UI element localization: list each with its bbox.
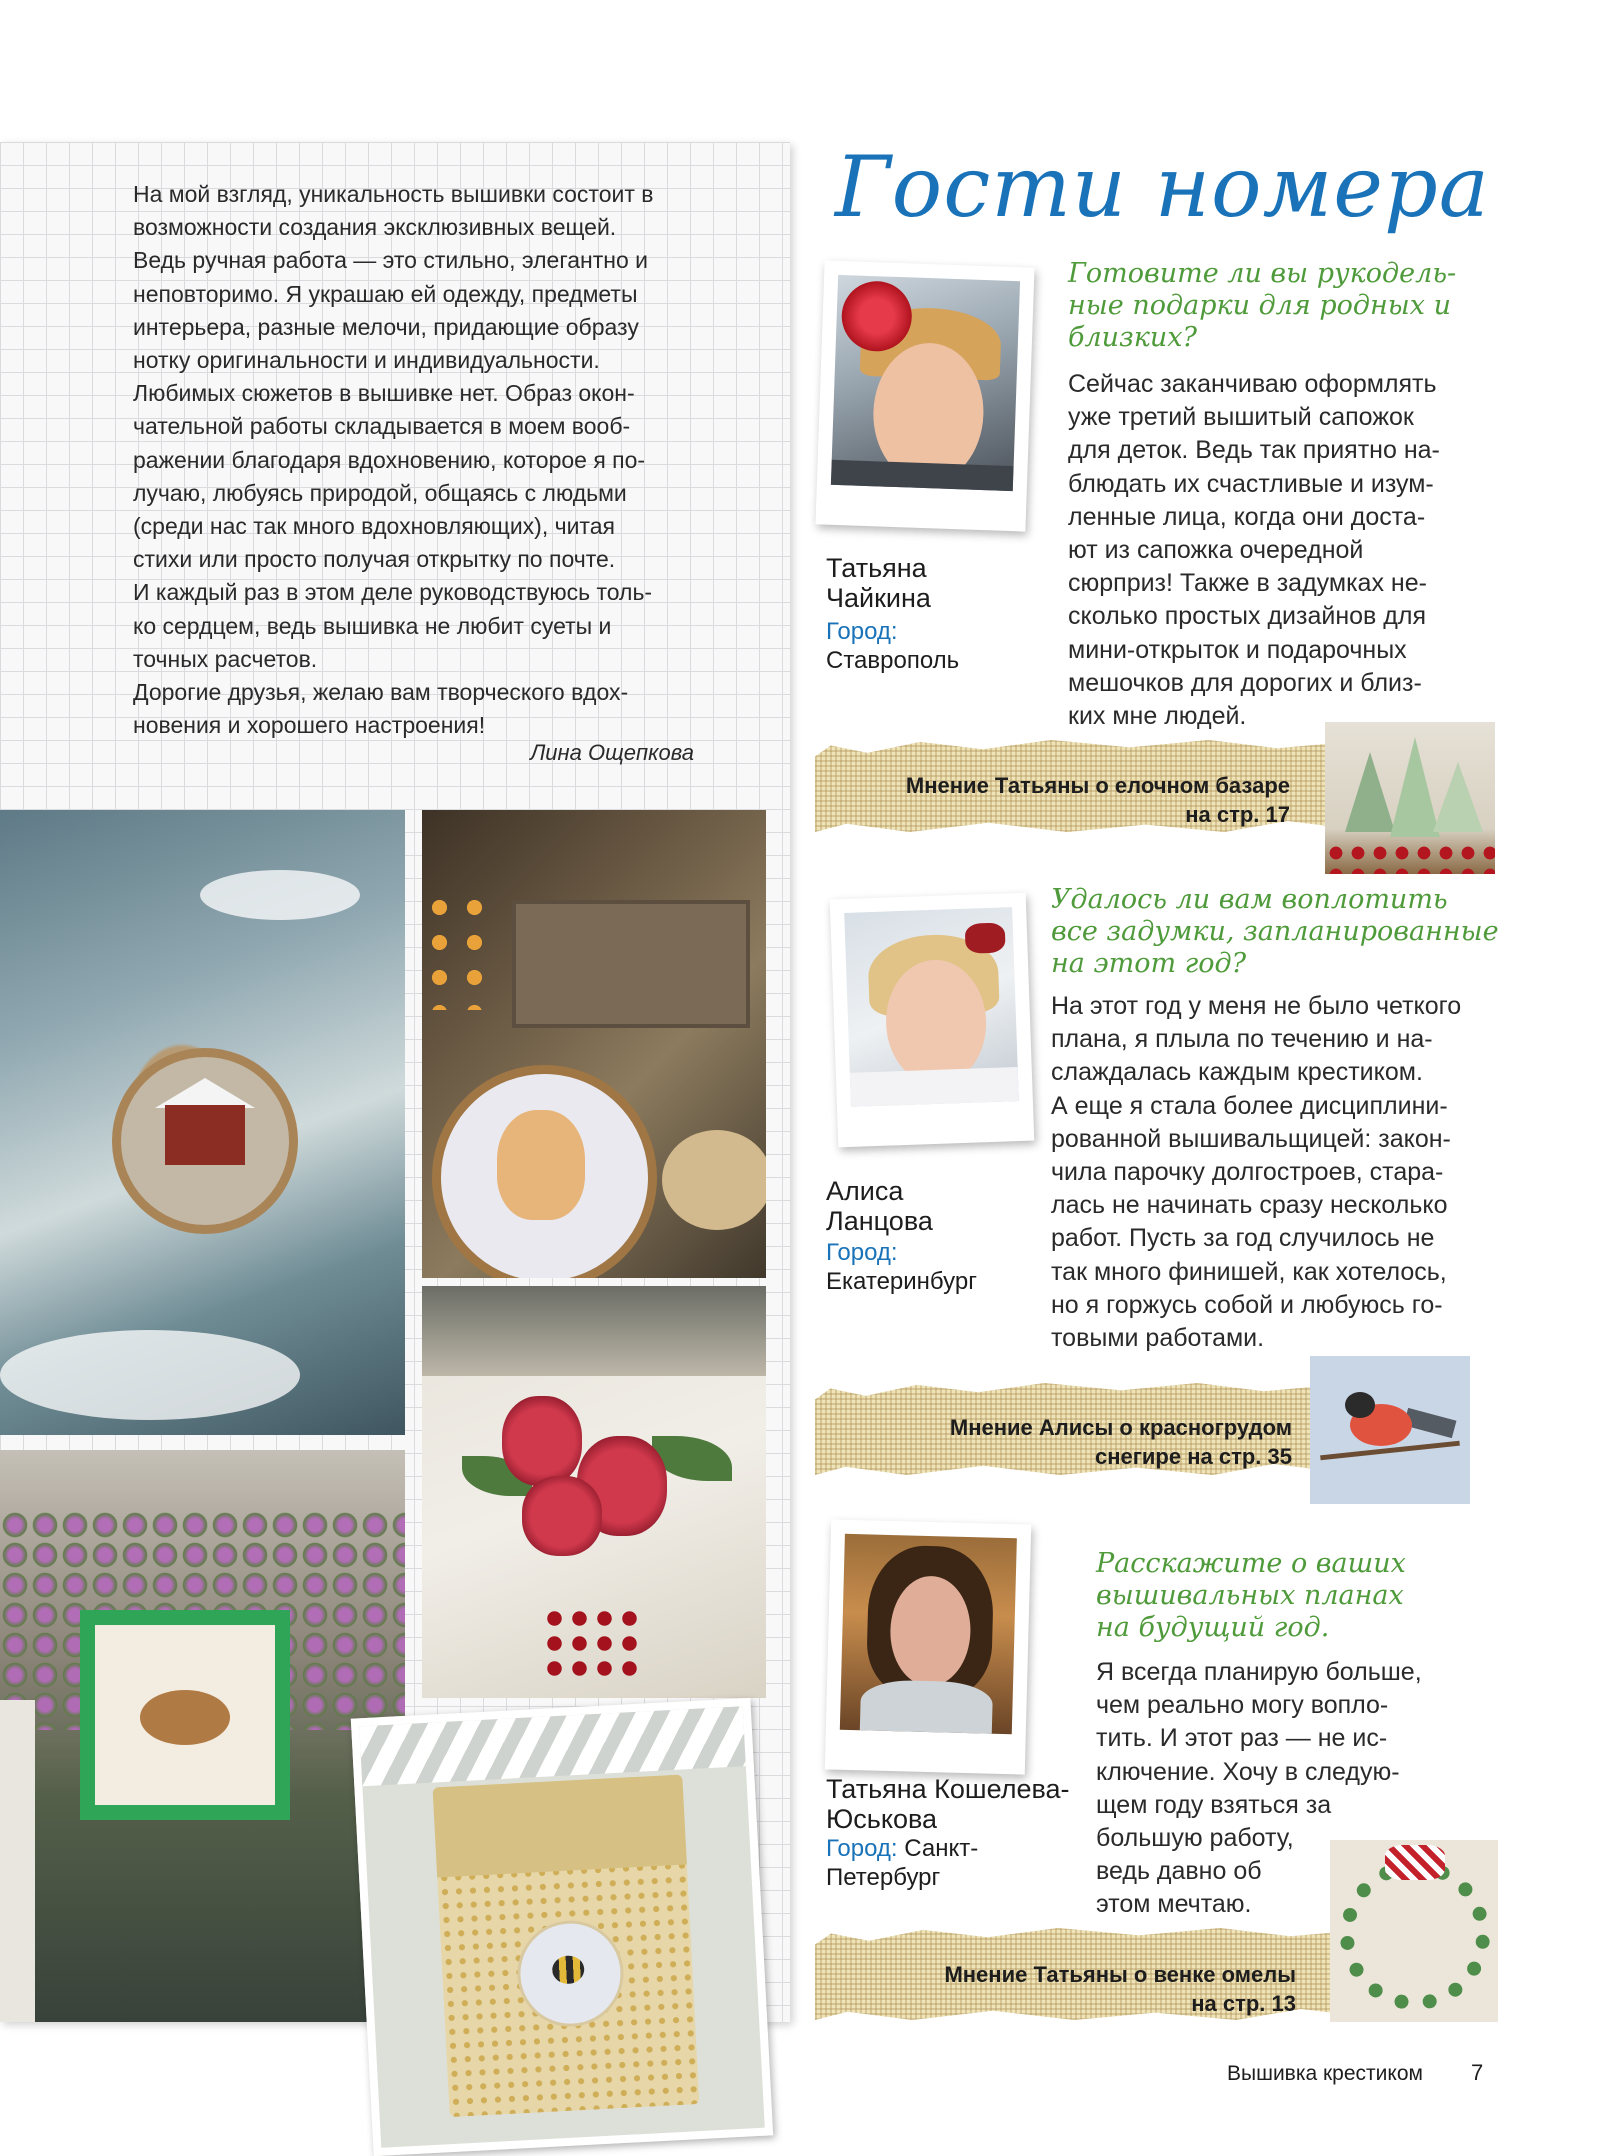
intro-line: ко сердцем, ведь вышивка не любит суеты и xyxy=(133,612,612,639)
magazine-name: Вышивка крестиком xyxy=(1227,2062,1423,2085)
guest-portrait-photo xyxy=(825,1519,1031,1774)
guest-city: Город: Санкт- Петербург xyxy=(826,1835,979,1891)
intro-line: Ведь ручная работа — это стильно, элегантно и xyxy=(133,247,648,274)
intro-line: новения и хорошего настроения! xyxy=(133,712,486,739)
bullfinch-thumbnail xyxy=(1310,1356,1470,1504)
mistletoe-wreath-thumbnail xyxy=(1330,1840,1498,2022)
article-reference: Мнение Татьяны о елочном базаре на стр. 17 xyxy=(905,773,1290,827)
page-title: Гости номера xyxy=(835,138,1490,236)
fabric-trees-thumbnail xyxy=(1325,722,1495,874)
intro-line: На мой взгляд, уникальность вышивки состоит в xyxy=(133,181,654,207)
intro-line: Дорогие друзья, желаю вам творческого вдох- xyxy=(133,679,629,706)
guest-question: Расскажите о ваших вышивальных планах на будущий год. xyxy=(1096,1548,1406,1643)
teddy-bear-embroidery-photo xyxy=(422,810,766,1278)
bee-pouch-photo xyxy=(351,1698,773,2156)
article-reference: Мнение Татьяны о венке омелы на стр. 13 xyxy=(944,1962,1296,2016)
christmas-ornament-photo xyxy=(0,810,405,1435)
guest-name: Алиса Ланцова xyxy=(826,1176,933,1236)
guest-name: Татьяна Кошелева- Юськова xyxy=(826,1774,1070,1834)
intro-line: возможности создания эксклюзивных вещей. xyxy=(133,214,617,241)
page-number: 7 xyxy=(1471,2060,1484,2085)
guest-answer: Я всегда планирую больше, чем реально могу вопло- тить. И этот раз — не ис- ключение. Хочу в следую- щем году взяться за большую работу, ведь давно об этом мечтаю. xyxy=(1096,1658,1422,1919)
intro-line: нотку оригинальности и индивидуальности. xyxy=(133,347,600,374)
guest-portrait-photo xyxy=(815,260,1034,531)
guest-city: Город: Екатеринбург xyxy=(826,1239,977,1295)
hedgehog-frame-photo xyxy=(0,1450,405,2022)
guest-city: Город: Ставрополь xyxy=(826,618,960,674)
intro-line: (среди нас так много вдохновляющих), читая xyxy=(133,513,615,540)
intro-line: интерьера, разные мелочи, придающие образу xyxy=(133,313,639,340)
guest-question: Удалось ли вам воплотить все задумки, запланированные на этот год? xyxy=(1051,884,1499,979)
intro-text xyxy=(133,178,693,742)
raspberry-embroidery-photo xyxy=(422,1286,766,1698)
intro-line: ражении благодаря вдохновению, которое я по- xyxy=(133,446,646,473)
intro-line: Любимых сюжетов в вышивке нет. Образ окон- xyxy=(133,380,635,407)
guest-portrait-photo xyxy=(830,893,1035,1148)
article-reference: Мнение Алисы о красногрудом снегире на стр. 35 xyxy=(949,1415,1292,1469)
guest-answer: На этот год у меня не было четкого плана, я плыла по течению и на- слаждалась каждым крестиком. А еще я стала более дисциплини- рованной вышивальщицей: закон- чила парочку долгостроев, стара- лась не начинать сразу несколько работ. Пусть за год случилось не так много финишей, как хотелось, но я горжусь собой и любуюсь го- товыми работами. xyxy=(1051,992,1462,1353)
guest-answer: Сейчас заканчиваю оформлять уже третий вышитый сапожок для деток. Ведь так приятно на- блюдать их счастливые и изум- ленные лица, когда они доста- ют из сапожка очередной сюрприз! Также в задумках не- сколько простых дизайнов для мини-открыток и подарочных мешочков для дорогих и близ- ких мне людей. xyxy=(1068,370,1440,731)
intro-line: чательной работы складывается в моем вооб- xyxy=(133,413,631,440)
guest-name: Татьяна Чайкина xyxy=(826,553,931,613)
intro-line: точных расчетов. xyxy=(133,645,318,672)
intro-line: неповторимо. Я украшаю ей одежду, предметы xyxy=(133,280,638,307)
intro-line: И каждый раз в этом деле руководствуюсь толь- xyxy=(133,579,653,606)
intro-line: стихи или просто получая открытку по почте. xyxy=(133,546,616,573)
guest-question: Готовите ли вы рукодель- ные подарки для родных и близких? xyxy=(1068,258,1457,353)
intro-line: лучаю, любуясь природой, общаясь с людьми xyxy=(133,479,627,506)
author-signature: Лина Ощепкова xyxy=(530,740,694,765)
